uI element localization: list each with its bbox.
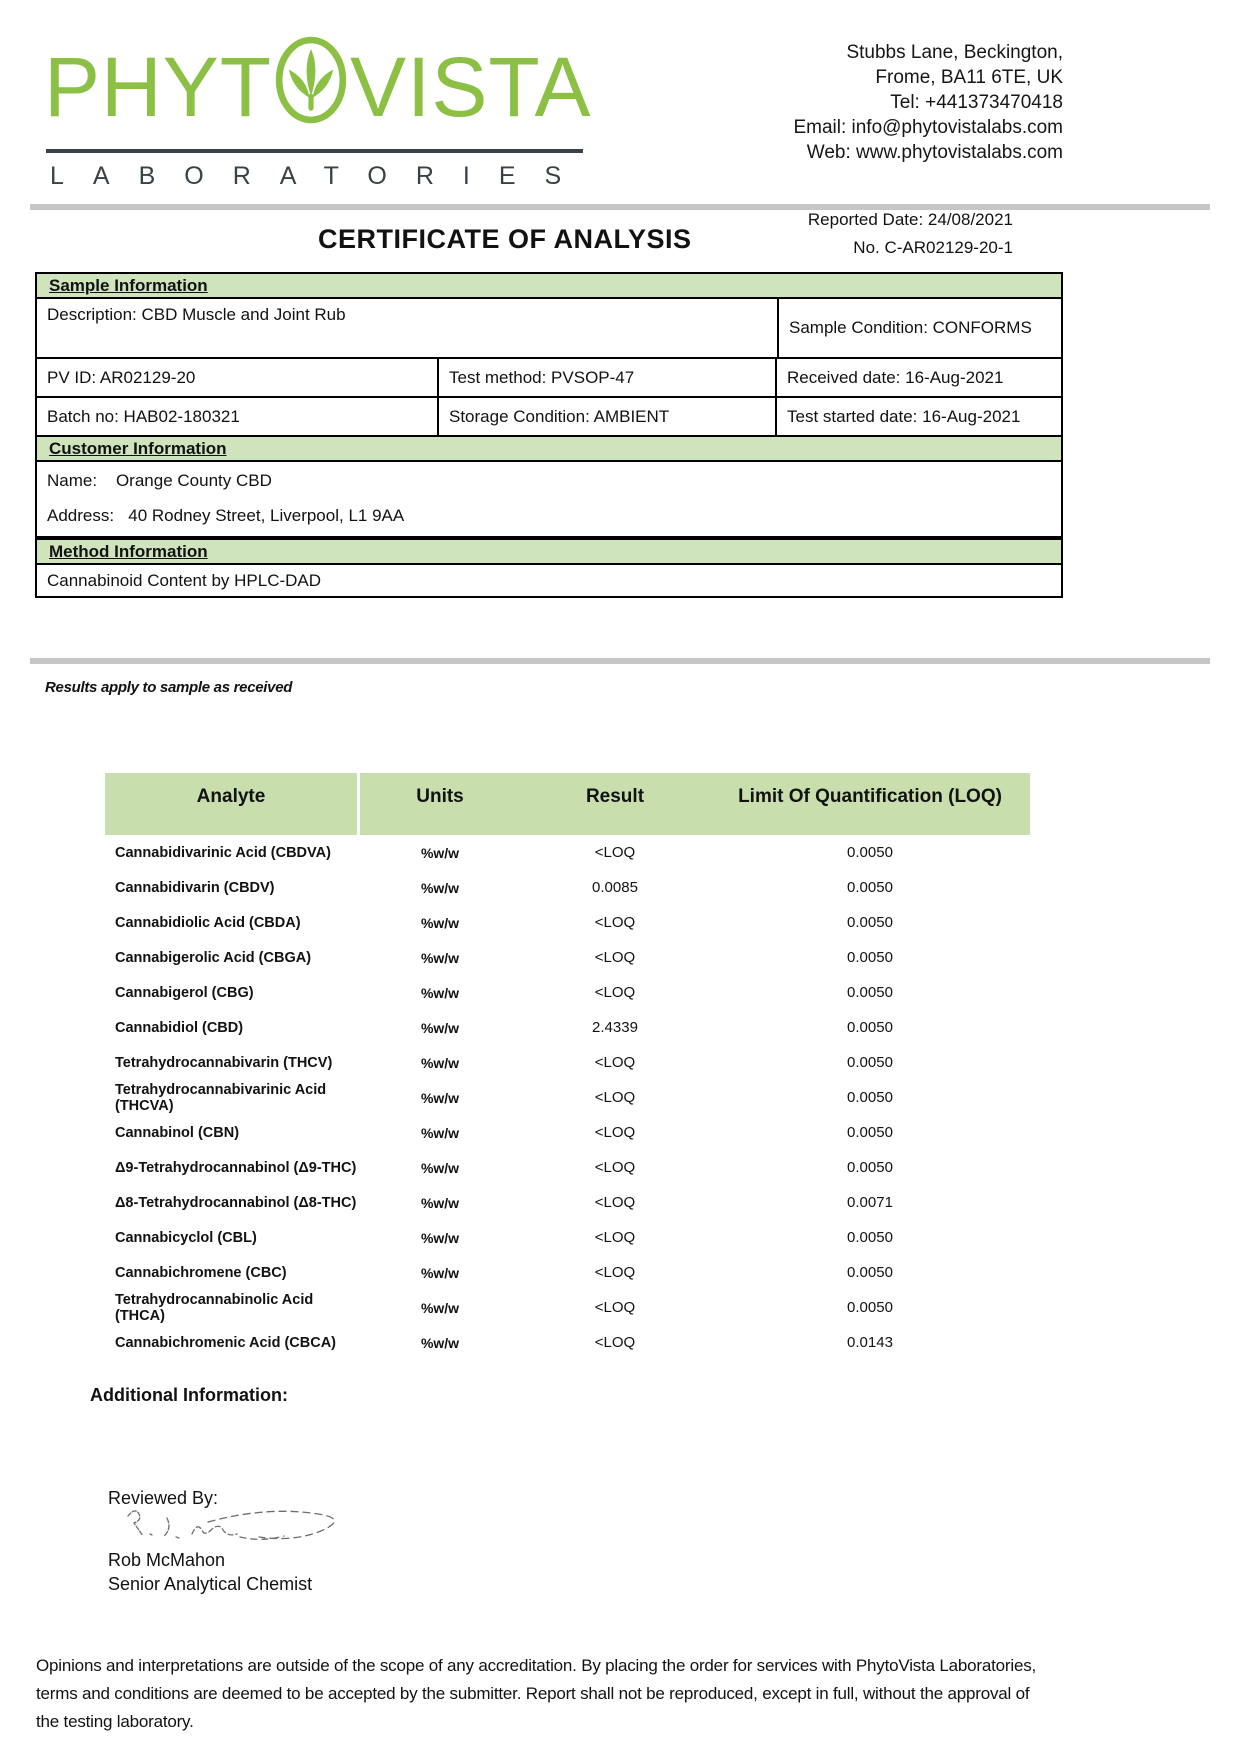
received-date: Received date: 16-Aug-2021 [775,359,1061,396]
cell-loq: 0.0050 [847,1159,893,1176]
cell-loq: 0.0050 [847,1089,893,1106]
cell-result: <LOQ [594,844,636,861]
cell-analyte: Cannabidivarinic Acid (CBDVA) [115,844,331,861]
cell-units: %w/w [420,879,460,896]
cell-units: %w/w [420,1019,460,1036]
cell-loq: 0.0050 [847,879,893,896]
contact-block [793,40,1063,165]
contact-address-line1: Stubbs Lane, Beckington, [846,42,1063,63]
info-tables [35,272,1063,598]
cell-loq: 0.0050 [847,984,893,1001]
cell-result: 0.0085 [592,879,638,896]
table-row [105,1080,1030,1115]
cell-units: %w/w [420,1229,460,1246]
logo-subtitle: LABORATORIES [50,162,591,190]
cell-analyte: Cannabigerol (CBG) [115,984,254,1001]
cell-result: <LOQ [594,984,636,1001]
sample-description: Description: CBD Muscle and Joint Rub [47,305,346,324]
cell-result: <LOQ [594,1299,636,1316]
cell-loq: 0.0050 [847,844,893,861]
cell-analyte: Tetrahydrocannabivarin (THCV) [115,1054,333,1071]
cell-analyte: Tetrahydrocannabinolic Acid (THCA) [115,1291,314,1324]
customer-information-heading: Customer Information [35,435,1063,462]
table-row [105,870,1030,905]
results-table-header [105,773,1030,835]
method-information-heading: Method Information [35,538,1063,565]
footer-line2: terms and conditions are deemed to be accepted by the submitter. Report shall not be reproduced, except in full, without the approval of [36,1684,1030,1703]
pv-id: PV ID: AR02129-20 [47,367,196,387]
cell-result: <LOQ [594,1054,636,1071]
cell-loq: 0.0050 [847,1124,893,1141]
cell-units: %w/w [420,1334,460,1351]
sample-batch-row [35,396,1063,437]
cell-result: <LOQ [594,914,636,931]
sample-condition: Sample Condition: CONFORMS [777,299,1061,357]
cell-result: <LOQ [594,1264,636,1281]
cell-result: <LOQ [594,1194,636,1211]
cell-units: %w/w [420,1264,460,1281]
cell-units: %w/w [420,1299,460,1316]
logo-wordmark [44,34,592,139]
cell-units: %w/w [420,1089,460,1106]
table-row [105,835,1030,870]
customer-address: Address: 40 Rodney Street, Liverpool, L1 9AA [47,506,405,525]
cell-analyte: Tetrahydrocannabivarinic Acid (THCVA) [115,1081,327,1114]
cell-loq: 0.0143 [847,1334,893,1351]
cell-result: <LOQ [594,949,636,966]
footer-disclaimer [36,1652,1212,1736]
logo-text-part2: VISTA [350,39,592,134]
cell-analyte: Cannabidivarin (CBDV) [115,879,275,896]
storage-condition: Storage Condition: AMBIENT [437,398,775,435]
customer-name: Name: Orange County CBD [47,471,272,490]
table-row [105,1115,1030,1150]
cell-loq: 0.0050 [847,1054,893,1071]
company-logo [44,34,592,191]
section-divider-rule [30,658,1210,664]
cell-analyte: Δ8-Tetrahydrocannabinol (Δ8-THC) [115,1194,357,1211]
cell-loq: 0.0050 [847,1264,893,1281]
leaf-icon [274,34,348,139]
results-table [105,773,1030,1360]
footer-line1: Opinions and interpretations are outside of the scope of any accreditation. By placing the order for services with PhytoVista Laboratories, [36,1656,1037,1675]
cell-analyte: Cannabigerolic Acid (CBGA) [115,949,312,966]
cell-analyte: Cannabidiol (CBD) [115,1019,244,1036]
cell-analyte: Cannabichromene (CBC) [115,1264,287,1281]
cell-analyte: Cannabicyclol (CBL) [115,1229,257,1246]
test-method: Test method: PVSOP-47 [437,359,775,396]
cell-analyte: Cannabidiolic Acid (CBDA) [115,914,301,931]
table-row [105,1010,1030,1045]
certificate-number: No. C-AR02129-20-1 [853,238,1013,257]
cell-loq: 0.0050 [847,1019,893,1036]
cell-result: <LOQ [594,1089,636,1106]
cell-analyte: Cannabichromenic Acid (CBCA) [115,1334,337,1351]
cell-units: %w/w [420,1194,460,1211]
cell-result: <LOQ [594,1334,636,1351]
cell-units: %w/w [420,949,460,966]
cell-units: %w/w [420,914,460,931]
cell-result: <LOQ [594,1124,636,1141]
reviewed-by-label: Reviewed By: [108,1488,219,1508]
table-row [105,975,1030,1010]
cell-result: <LOQ [594,1159,636,1176]
reported-date: Reported Date: 24/08/2021 [807,210,1013,229]
reviewer-title: Senior Analytical Chemist [108,1574,313,1594]
table-row [105,1045,1030,1080]
cell-analyte: Cannabinol (CBN) [115,1124,240,1141]
cell-result: <LOQ [594,1229,636,1246]
table-row [105,1185,1030,1220]
cell-units: %w/w [420,1124,460,1141]
cell-units: %w/w [420,984,460,1001]
test-started-date: Test started date: 16-Aug-2021 [775,398,1061,435]
contact-address-line2: Frome, BA11 6TE, UK [875,67,1063,88]
header-loq: Limit Of Quantification (LOQ) [738,786,1002,807]
cell-loq: 0.0050 [847,914,893,931]
sample-description-row [35,297,1063,359]
contact-web: Web: www.phytovistalabs.com [806,142,1063,163]
cell-units: %w/w [420,844,460,861]
cell-loq: 0.0050 [847,1229,893,1246]
document-title: CERTIFICATE OF ANALYSIS [318,224,692,254]
cell-analyte: Δ9-Tetrahydrocannabinol (Δ9-THC) [115,1159,357,1176]
footer-line3: the testing laboratory. [36,1712,194,1731]
additional-information-label: Additional Information: [90,1385,288,1405]
header-analyte: Analyte [105,773,357,835]
customer-information-cell [35,460,1063,538]
header-result: Result [585,786,645,807]
header-rest [360,773,1030,835]
cell-result: 2.4339 [592,1019,638,1036]
contact-phone: Tel: +441373470418 [890,92,1063,113]
method-cell: Cannabinoid Content by HPLC-DAD [35,563,1063,598]
cell-units: %w/w [420,1054,460,1071]
sample-ids-row [35,357,1063,398]
sample-information-heading: Sample Information [35,272,1063,299]
logo-text-part1: PHYT [44,39,273,134]
results-table-body [105,835,1030,1360]
table-row [105,940,1030,975]
cell-loq: 0.0050 [847,949,893,966]
table-row [105,905,1030,940]
report-meta [808,210,1013,258]
header-divider-rule [30,204,1210,210]
results-note: Results apply to sample as received [45,679,293,696]
contact-email: Email: info@phytovistalabs.com [793,117,1063,138]
reviewer-name: Rob McMahon [108,1550,226,1570]
logo-divider [46,149,583,153]
cell-loq: 0.0050 [847,1299,893,1316]
table-row [105,1150,1030,1185]
table-row [105,1290,1030,1325]
header-units: Units [416,786,464,807]
table-row [105,1325,1030,1360]
cell-loq: 0.0071 [847,1194,893,1211]
batch-no: Batch no: HAB02-180321 [47,406,240,426]
cell-units: %w/w [420,1159,460,1176]
table-row [105,1255,1030,1290]
table-row [105,1220,1030,1255]
